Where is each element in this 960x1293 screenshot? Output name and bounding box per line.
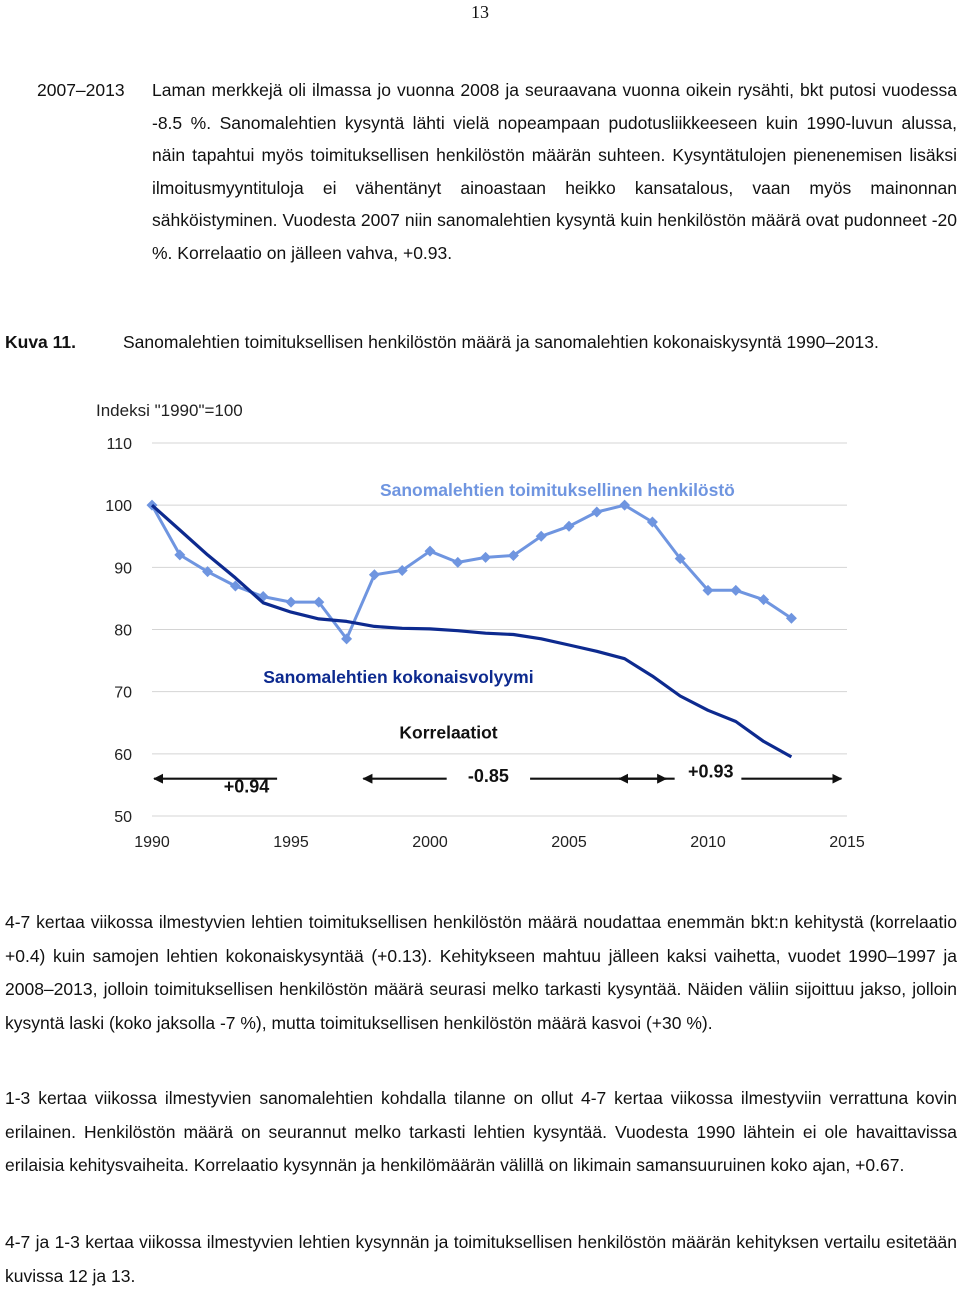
y-tick-label-70: 70: [114, 684, 132, 702]
y-tick-label-60: 60: [114, 746, 132, 764]
y-tick-label-50: 50: [114, 809, 132, 826]
correlation-label-2: -0.85: [467, 765, 509, 786]
x-tick-label-2010: 2010: [690, 834, 726, 851]
x-tick-label-2005: 2005: [551, 834, 587, 851]
index-line-chart: [90, 397, 880, 867]
y-tick-label-80: 80: [114, 622, 132, 640]
x-tick-label-1995: 1995: [273, 834, 309, 851]
data-point-2005: [564, 521, 575, 532]
y-tick-label-110: 110: [106, 436, 132, 453]
section-text: Laman merkkejä oli ilmassa jo vuonna 2008 ja seuraavana vuonna oikein rysähti, bkt putosi vuodessa -8.5 %. Sanomalehtien kysyntä lähti vielä nopeampaan pudotusliikkeeseen kuin 1990-luvun alussa, näin tapahtui myös toimituksellisen henkilöstön määrän suhteen. Kysyntätulojen pienenemisen lisäksi ilmoitusmyyntituloja ei vähentänyt ainoastaan heikko kansatalous, vaan myös mainonnan sähköistyminen. Vuodesta 2007 niin sanomalehtien kysyntä kuin henkilöstön määrä ovat pudonneet -20 %. Korrelaatio on jälleen vahva, +0.93.: [152, 80, 957, 263]
y-tick-label-90: 90: [114, 560, 132, 578]
x-tick-label-1990: 1990: [134, 834, 170, 851]
figure-label: Kuva 11.: [5, 332, 77, 352]
page-number: 13: [471, 2, 489, 22]
series-line-total-volume: [152, 505, 791, 757]
data-point-1998: [369, 569, 380, 580]
x-tick-label-2000: 2000: [412, 834, 448, 851]
data-point-1995: [286, 597, 297, 608]
figure-caption: Sanomalehtien toimituksellisen henkilöstön määrä ja sanomalehtien kokonaiskysyntä 1990–2013.: [123, 332, 879, 352]
paragraph-2: 1-3 kertaa viikossa ilmestyvien sanomalehtien kohdalla tilanne on ollut 4-7 kertaa viikossa ilmestyviin verrattuna kovin erilainen. Henkilöstön määrä on seurannut melko tarkasti lehtien kysyntää. Vuodesta 1990 lähtein ei ole havaittavissa erilaisia kehitysvaiheita. Korrelaatio kysynnän ja henkilömäärän välillä on likimain samansuuruinen koko ajan, +0.67.: [5, 1088, 957, 1175]
correlation-title: Korrelaatiot: [399, 722, 498, 743]
series-line-editorial-staff: [152, 505, 791, 639]
data-point-2006: [591, 507, 602, 518]
y-axis-title: Indeksi "1990"=100: [96, 401, 243, 420]
chart-series: [147, 500, 797, 757]
x-tick-label-2015: 2015: [829, 834, 865, 851]
correlation-label-3: +0.93: [688, 761, 734, 782]
series-label-total-volume: Sanomalehtien kokonaisvolyymi: [263, 666, 534, 687]
paragraph-3: 4-7 ja 1-3 kertaa viikossa ilmestyvien lehtien kysynnän ja toimituksellisen henkilöstön määrän kehityksen vertailu esitetään kuvissa 12 ja 13.: [5, 1232, 957, 1286]
series-label-editorial-staff: Sanomalehtien toimituksellinen henkilöstö: [379, 479, 735, 500]
data-point-2002: [480, 552, 491, 563]
section-date-range: 2007–2013: [37, 80, 125, 100]
paragraph-1: 4-7 kertaa viikossa ilmestyvien lehtien toimituksellisen henkilöstön määrä noudattaa enemmän bkt:n kehitystä (korrelaatio +0.4) kuin samojen lehtien kokonaiskysyntää (+0.13). Kehitykseen mahtuu jälleen kaksi vaihetta, vuodet 1990–1997 ja 2008–2013, jolloin toimituksellisen henkilöstön määrä seurasi melko tarkasti kysyntää. Näiden väliin sijoittuu jakso, jolloin kysyntä laski (koko jaksolla -7 %), mutta toimituksellisen henkilöstön määrä kasvoi (+30 %).: [5, 912, 957, 1033]
y-tick-label-100: 100: [105, 498, 132, 516]
correlation-label-1: +0.94: [223, 776, 270, 797]
data-point-2011: [730, 585, 741, 596]
data-point-2001: [452, 557, 463, 568]
chart-annotations: [154, 761, 841, 796]
